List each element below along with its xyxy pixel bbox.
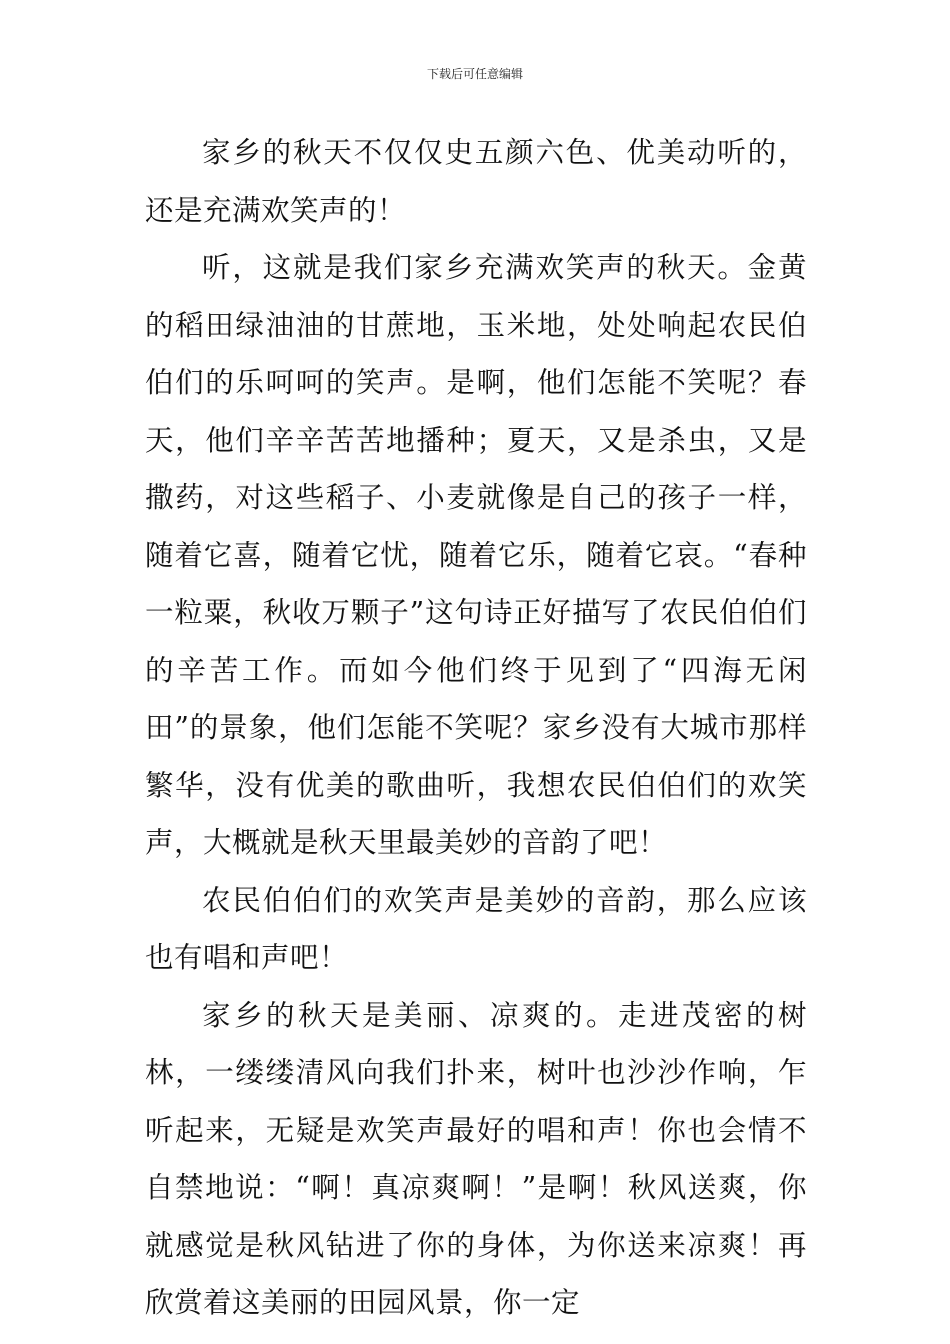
paragraph: 家乡的秋天是美丽、凉爽的。走进茂密的树林，一缕缕清风向我们扑来，树叶也沙沙作响，乍听起来，无疑是欢笑声最好的唱和声！你也会情不自禁地说：“啊！真凉爽啊！”是啊！秋风送爽，你就感觉是秋风钻进了你的身体，为你送来凉爽！再欣赏着这美丽的田园风景，你一定 (145, 998, 807, 1319)
page-header: 下载后可任意编辑 (426, 67, 523, 81)
document-body (145, 124, 807, 1332)
paragraph: 农民伯伯们的欢笑声是美妙的音韵，那么应该也有唱和声吧！ (145, 883, 807, 974)
paragraph: 家乡的秋天不仅仅史五颜六色、优美动听的，还是充满欢笑声的！ (145, 136, 807, 227)
paragraph: 听，这就是我们家乡充满欢笑声的秋天。金黄的稻田绿油油的甘蔗地，玉米地，处处响起农民伯伯们的乐呵呵的笑声。是啊，他们怎能不笑呢？春天，他们辛辛苦苦地播种；夏天，又是杀虫，又是撒药，对这些稻子、小麦就像是自己的孩子一样，随着它喜，随着它忧，随着它乐，随着它哀。“春种一粒粟，秋收万颗子”这句诗正好描写了农民伯伯们的辛苦工作。而如今他们终于见到了“四海无闲田”的景象，他们怎能不笑呢？家乡没有大城市那样繁华，没有优美的歌曲听，我想农民伯伯们的欢笑声，大概就是秋天里最美妙的音韵了吧！ (145, 251, 807, 859)
